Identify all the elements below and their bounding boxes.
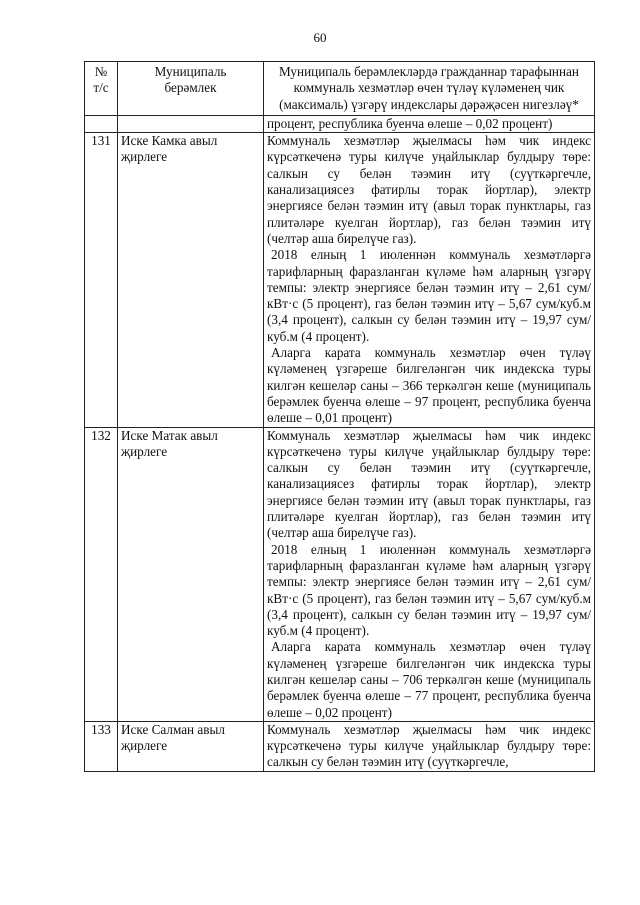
row-population-paragraph: Аларга карата коммуналь хезмәтләр өчен түләү күләменең үзгәреше билгеләнгән чик индекска туры килгән кешеләр саны – 706 теркәлгән кеше (муниципаль берәмлек буенча өлеше – 77 процент, республика буенча өлеше – 0,02 процент) bbox=[267, 639, 591, 720]
header-number bbox=[85, 62, 118, 116]
row-tariffs-paragraph: 2018 елның 1 июленнән коммуналь хезмәтләргә тарифларның фаразланган күләме һәм аларның үзгәрү темпы: электр энергиясе белән тәэмин итү – 2,61 сум/кВт·с (5 процент), газ белән тәэмин итү – 5,67 сум/куб.м (3,4 процент), салкын су белән тәэмин итү – 19,97 сум/куб.м (4 процент). bbox=[267, 247, 591, 344]
row-utilities-paragraph: Коммуналь хезмәтләр җыелмасы һәм чик индекс күрсәткеченә туры килүче уңайлыклар булдыру төре: салкын су белән тәэмин итү (суүткәргечле, канализациясез фатирлы торак йортлар), электр энергиясе белән тәэмин итү (авыл торак пунктлары, газ плитәләре куелган йортлар), газ белән тәэмин итү (челтәр аша бирелүче газ). bbox=[267, 427, 591, 541]
header-number-line2: т/с bbox=[93, 80, 109, 96]
row-description bbox=[264, 427, 595, 721]
row-population-paragraph: Аларга карата коммуналь хезмәтләр өчен түләү күләменең үзгәреше билгеләнгән чик индекска туры килгән кешеләр саны – 366 теркәлгән кеше (муниципаль берәмлек буенча өлеше – 97 процент, республика буенча өлеше – 0,01 процент) bbox=[267, 345, 591, 426]
header-municipality bbox=[118, 62, 264, 116]
table-row bbox=[85, 721, 595, 771]
header-index: Муниципаль берәмлекләрдә гражданнар тарафыннан коммуналь хезмәтләр өчен түләү күләменең чик (максималь) үзгәрү индекслары дәрәҗәсен нигезләү* bbox=[264, 62, 595, 116]
row-number: 131 bbox=[85, 133, 118, 427]
row-number: 133 bbox=[85, 721, 118, 771]
row-municipality: Иске Камка авыл җирлеге bbox=[118, 133, 264, 427]
page-number: 60 bbox=[313, 30, 327, 45]
table-row bbox=[85, 133, 595, 427]
continuation-text: процент, республика буенча өлеше – 0,02 процент) bbox=[267, 115, 553, 131]
row-description bbox=[264, 133, 595, 427]
table-header-row bbox=[85, 62, 595, 116]
row-utilities-paragraph: Коммуналь хезмәтләр җыелмасы һәм чик индекс күрсәткеченә туры килүче уңайлыклар булдыру төре: салкын су белән тәэмин итү (суүткәргечле, bbox=[267, 721, 591, 770]
row-description bbox=[264, 721, 595, 771]
row-municipality: Иске Салман авыл җирлеге bbox=[118, 721, 264, 771]
row-utilities-paragraph: Коммуналь хезмәтләр җыелмасы һәм чик индекс күрсәткеченә туры килүче уңайлыклар булдыру төре: салкын су белән тәэмин итү (суүткәргечле, канализациясез фатирлы торак йортлар), электр энергиясе белән тәэмин итү (авыл торак пунктлары, газ плитәләре куелган йортлар), газ белән тәэмин итү (челтәр аша бирелүче газ). bbox=[267, 133, 591, 246]
row-tariffs-paragraph: 2018 елның 1 июленнән коммуналь хезмәтләргә тарифларның фаразланган күләме һәм аларның үзгәрү темпы: электр энергиясе белән тәэмин итү – 2,61 сум/кВт·с (5 процент), газ белән тәэмин итү – 5,67 сум/куб.м (3,4 процент), салкын су белән тәэмин итү – 19,97 сум/куб.м (4 процент). bbox=[267, 541, 591, 639]
table-row bbox=[85, 427, 595, 721]
header-municipality-line1: Муниципаль bbox=[154, 64, 227, 79]
municipal-index-table bbox=[84, 61, 595, 772]
row-number: 132 bbox=[85, 427, 118, 721]
table-row-continuation bbox=[85, 115, 595, 132]
header-number-line1: № bbox=[94, 64, 108, 79]
row-municipality: Иске Матак авыл җирлеге bbox=[118, 427, 264, 721]
header-municipality-line2: берәмлек bbox=[164, 80, 217, 96]
